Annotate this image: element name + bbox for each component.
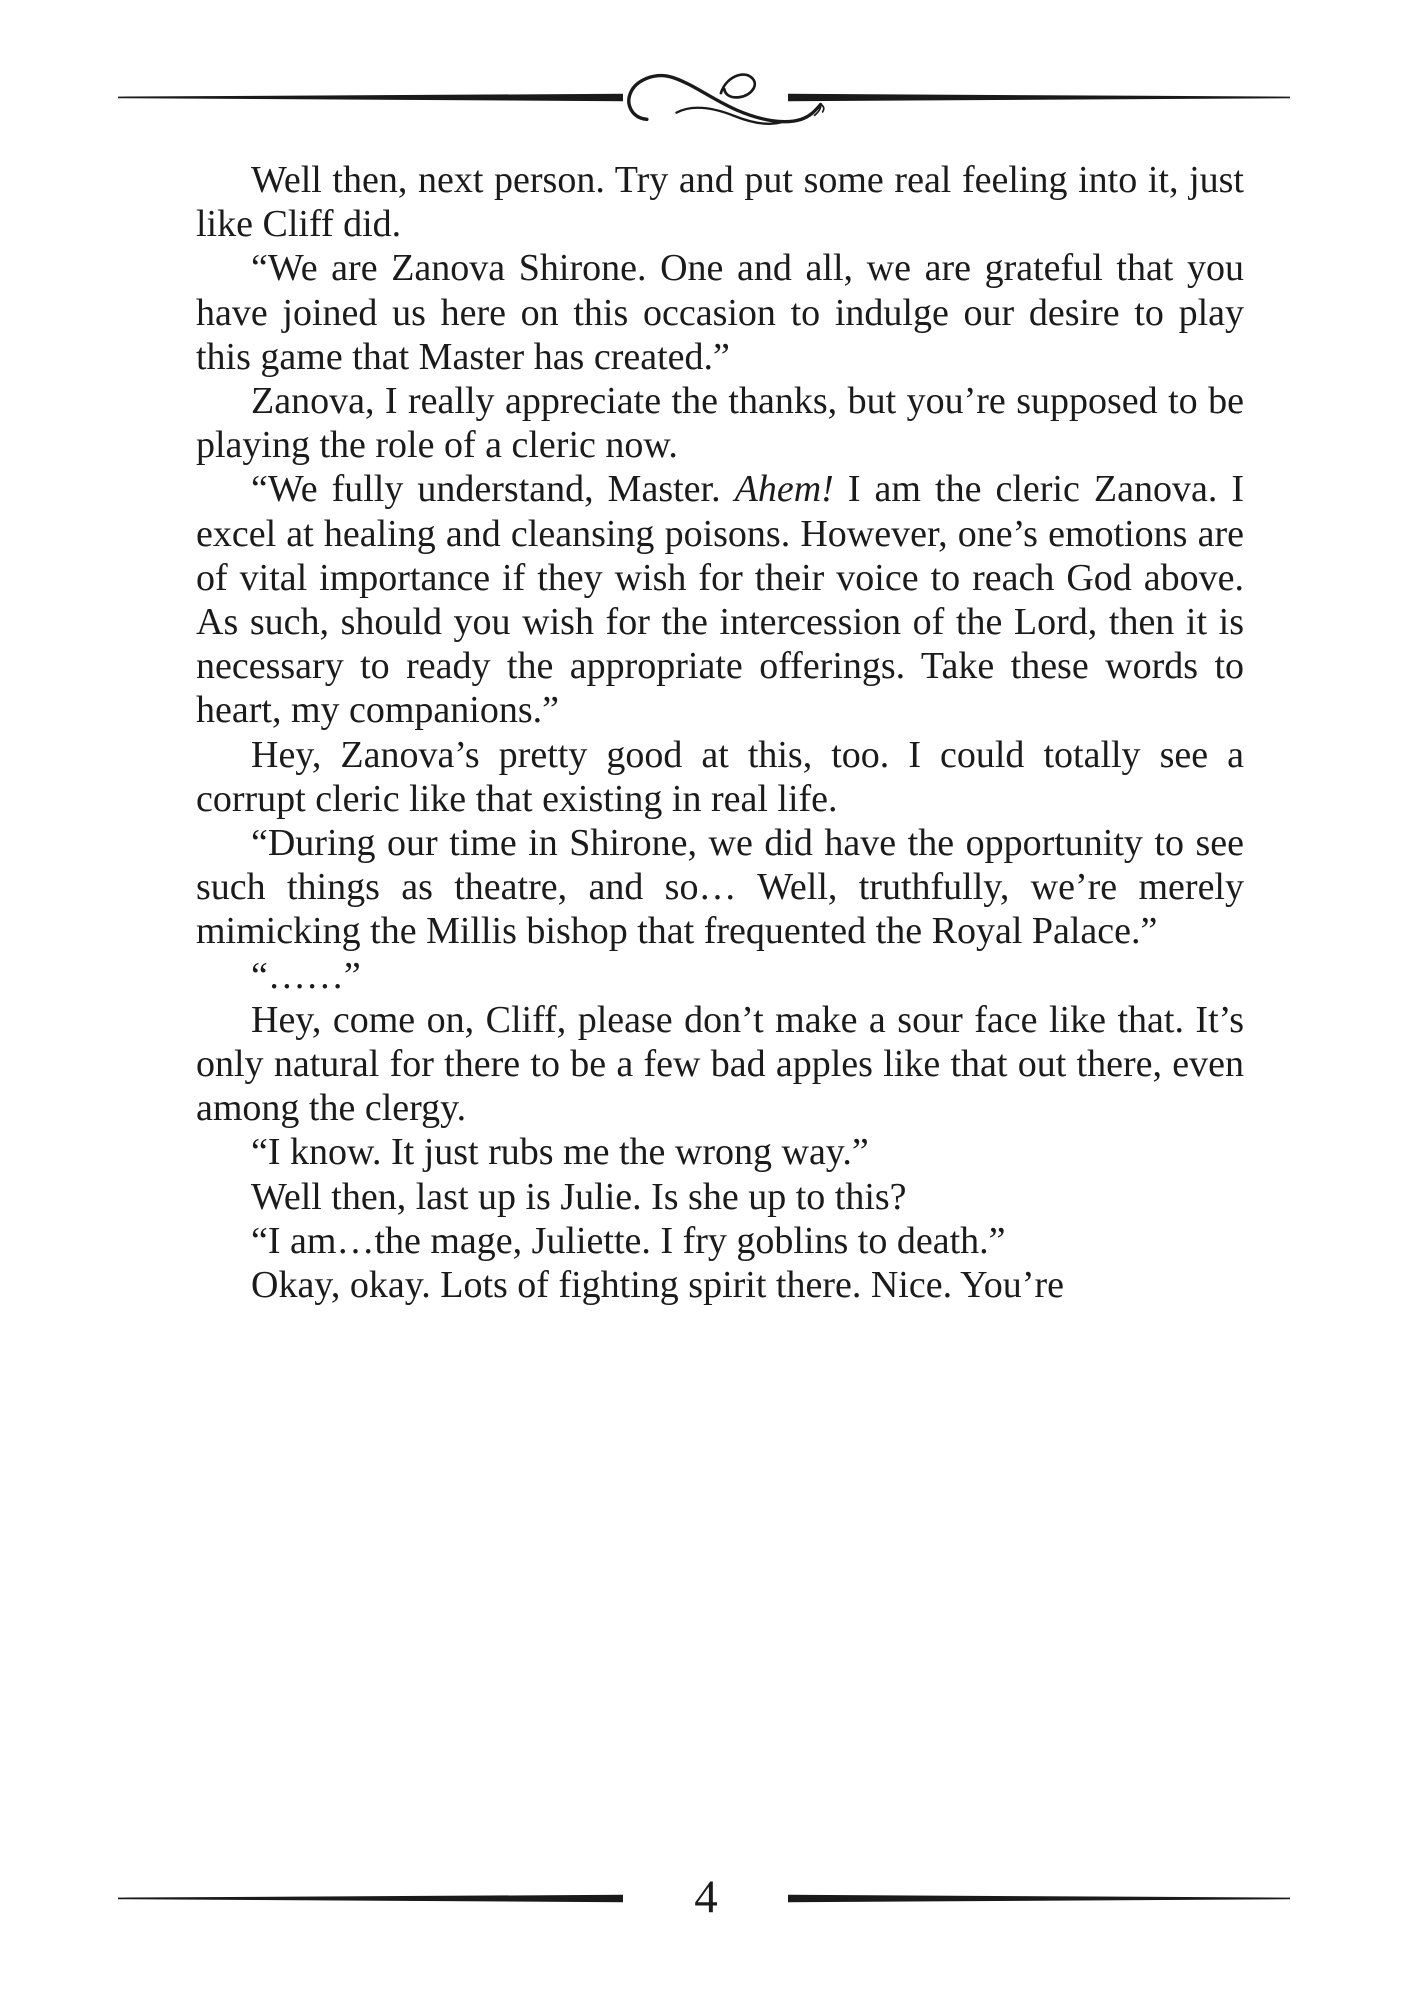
paragraph: “I am…the mage, Juliette. I fry goblins to death.” (251, 1219, 1006, 1262)
paragraph-text: I am the cleric Zanova. I excel at healing and cleansing poisons. However, one’s emotions are of vital importance if they wish for their voice to reach God above. As such, should you wish for the intercession of the Lord, then it is necessary to ready the appropriate offerings. Take these words to heart, my companions.” (196, 468, 1245, 732)
page-number: 4 (694, 1871, 718, 1923)
paragraph: Well then, next person. Try and put some real feeling into it, just like Cliff did. (196, 159, 1244, 246)
header-rule-left (118, 93, 623, 102)
paragraph: Okay, okay. Lots of fighting spirit there. Nice. You’re (251, 1264, 1064, 1307)
paragraph-text: “We fully understand, Master. (251, 468, 735, 511)
paragraph: Zanova, I really appreciate the thanks, but you’re supposed to be playing the role of a cleric now. (196, 380, 1244, 467)
header-rule-right (788, 93, 1290, 102)
paragraph: Hey, come on, Cliff, please don’t make a sour face like that. It’s only natural for there to be a few bad apples like that out there, even among the clergy. (196, 998, 1244, 1130)
paragraph: “I know. It just rubs me the wrong way.” (251, 1131, 869, 1174)
paragraph: Hey, Zanova’s pretty good at this, too. I could totally see a corrupt cleric like that existing in real life. (196, 733, 1244, 820)
paragraph: Well then, last up is Julie. Is she up to this? (251, 1175, 907, 1218)
body-text (196, 158, 1244, 1307)
paragraph-italic-text: Ahem! (734, 468, 834, 511)
footer-rule-left (118, 1894, 623, 1903)
footer-rule-right (788, 1894, 1290, 1903)
paragraph: “During our time in Shirone, we did have the opportunity to see such things as theatre, and so… Well, truthfully, we’re merely mimicking the Millis bishop that frequented the Royal Palace.” (196, 822, 1244, 953)
paragraph: “We are Zanova Shirone. One and all, we are grateful that you have joined us here on this occasion to indulge our desire to play this game that Master has created.” (196, 247, 1244, 378)
paragraph (196, 467, 1244, 732)
paragraph: “……” (251, 954, 361, 997)
calligraphic-flourish-icon (626, 68, 828, 134)
